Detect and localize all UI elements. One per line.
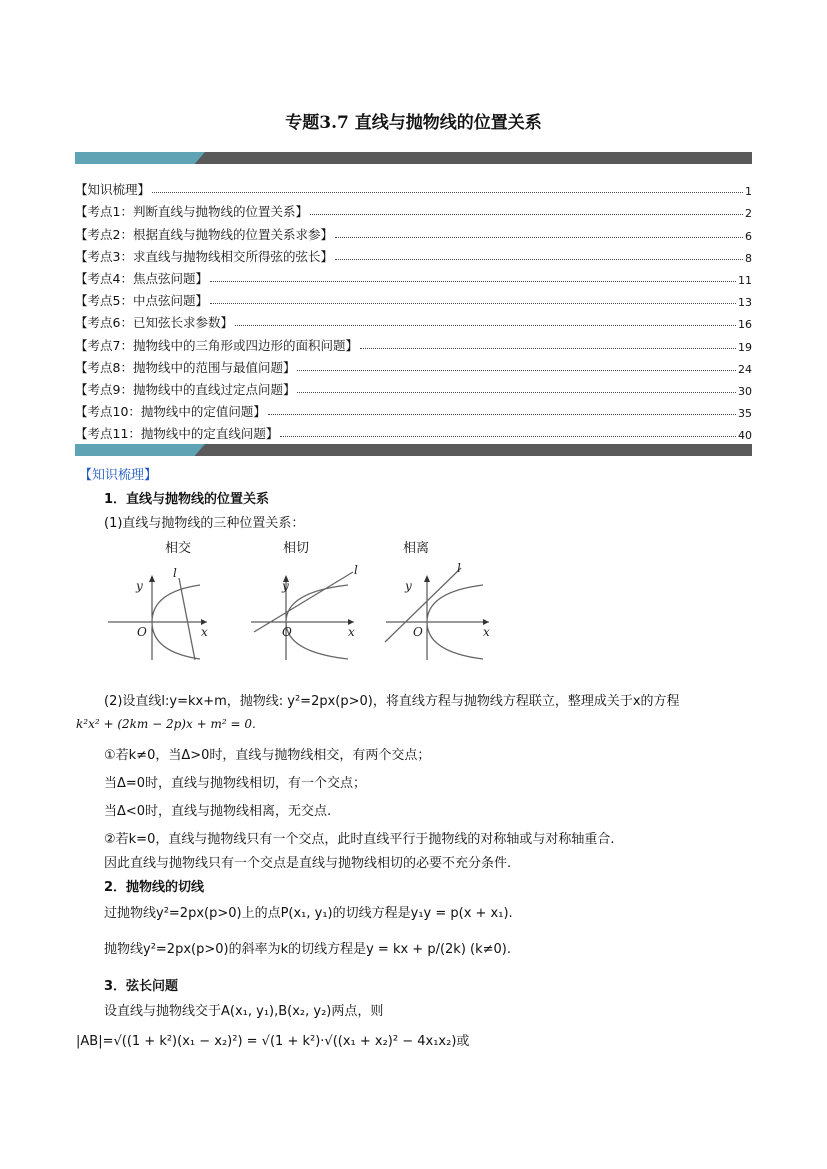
paragraph-4: 当Δ=0时，直线与抛物线相切，有一个交点； [104, 776, 367, 791]
toc-entry-label: 【考点4：焦点弦问题】 [75, 270, 208, 286]
toc-entry-label: 【知识梳理】 [75, 182, 151, 198]
paragraph-8: 过抛物线y²=2px(p>0)上的点P(x₁, y₁)的切线方程是y₁y = p(x + x₁). [104, 906, 513, 921]
figure-intersect [105, 560, 215, 665]
toc-page-number: 40 [738, 429, 752, 443]
toc-leader-dots [235, 325, 736, 326]
paragraph-10: 设直线与抛物线交于A(x₁, y₁),B(x₂, y₂)两点，则 [104, 1004, 384, 1019]
heading-2: 2．抛物线的切线 [104, 880, 205, 895]
figure-label-separate: 相离 [403, 541, 430, 556]
toc-entry[interactable] [75, 398, 752, 420]
toc-leader-dots [297, 392, 736, 393]
toc-entry-label: 【考点9：抛物线中的直线过定点问题】 [75, 381, 296, 397]
toc-page-number: 16 [738, 318, 752, 332]
paragraph-1: (1)直线与抛物线的三种位置关系： [104, 516, 305, 531]
paragraph-9: 抛物线y²=2px(p>0)的斜率为k的切线方程是y = kx + p/(2k) (k≠0). [104, 942, 512, 957]
paragraph-5: 当Δ<0时，直线与抛物线相离，无交点. [104, 804, 332, 819]
toc-leader-dots [268, 414, 736, 415]
toc-entry-label: 【考点5：中点弦问题】 [75, 293, 208, 309]
toc-entry[interactable] [75, 309, 752, 331]
toc-page-number: 1 [745, 185, 752, 199]
toc-page-number: 24 [738, 362, 752, 376]
paragraph-2-equation: k²x² + (2km − 2p)x + m² = 0. [76, 717, 256, 731]
toc-entry-label: 【考点3：求直线与抛物线相交所得弦的弦长】 [75, 248, 333, 264]
toc-page-number: 19 [738, 340, 752, 354]
toc-entry-label: 【考点10：抛物线中的定值问题】 [75, 404, 266, 420]
y-axis-label: y [282, 579, 289, 593]
toc-leader-dots [152, 192, 743, 193]
toc-entry[interactable] [75, 265, 752, 287]
y-axis-label: y [405, 579, 412, 593]
toc-page-number: 35 [738, 407, 752, 421]
section-heading: 【知识梳理】 [79, 468, 158, 483]
toc-entry[interactable] [75, 331, 752, 353]
toc-entry-label: 【考点2：根据直线与抛物线的位置关系求参】 [75, 226, 333, 242]
paragraph-7: 因此直线与抛物线只有一个交点是直线与抛物线相切的必要不充分条件. [104, 856, 512, 871]
toc-page-number: 2 [745, 207, 752, 221]
toc-page-number: 13 [738, 296, 752, 310]
origin-label: O [413, 625, 423, 639]
figure-tangent [248, 560, 363, 665]
toc-entry-label: 【考点1：判断直线与抛物线的位置关系】 [75, 204, 308, 220]
toc-leader-dots [210, 281, 736, 282]
toc-entry[interactable] [75, 287, 752, 309]
toc-entry-label: 【考点7：抛物线中的三角形或四边形的面积问题】 [75, 337, 358, 353]
line-label: l [457, 561, 461, 575]
divider-accent [75, 444, 205, 456]
paragraph-2: (2)设直线l:y=kx+m，抛物线: y²=2px(p>0)，将直线方程与抛物线方程联立，整理成关于x的方程 [104, 694, 680, 709]
toc-divider-bar [75, 444, 752, 456]
toc-leader-dots [210, 303, 736, 304]
table-of-contents [75, 176, 752, 442]
figure-label-intersect: 相交 [165, 541, 192, 556]
toc-leader-dots [335, 259, 743, 260]
toc-entry-label: 【考点11：抛物线中的定直线问题】 [75, 426, 279, 442]
x-axis-label: x [201, 625, 208, 639]
toc-entry[interactable] [75, 198, 752, 220]
toc-page-number: 30 [738, 384, 752, 398]
origin-label: O [282, 625, 292, 639]
heading-3: 3．弦长问题 [104, 979, 179, 994]
page-title: 专题3.7 直线与抛物线的位置关系 [285, 113, 542, 133]
paragraph-6: ②若k=0，直线与抛物线只有一个交点，此时直线平行于抛物线的对称轴或与对称轴重合. [104, 832, 615, 847]
toc-page-number: 8 [745, 251, 752, 265]
paragraph-3: ①若k≠0，当Δ>0时，直线与抛物线相交，有两个交点； [104, 748, 431, 763]
toc-leader-dots [280, 436, 736, 437]
toc-entry-label: 【考点8：抛物线中的范围与最值问题】 [75, 359, 296, 375]
toc-leader-dots [360, 348, 736, 349]
heading-1: 1．直线与抛物线的位置关系 [104, 492, 270, 507]
y-axis-label: y [136, 579, 143, 593]
figure-separate [383, 560, 498, 665]
toc-leader-dots [335, 237, 743, 238]
title-divider-bar [75, 152, 752, 164]
x-axis-label: x [348, 625, 355, 639]
toc-entry[interactable] [75, 243, 752, 265]
toc-page-number: 6 [745, 229, 752, 243]
toc-entry[interactable] [75, 420, 752, 442]
line-label: l [173, 566, 177, 580]
toc-entry[interactable] [75, 354, 752, 376]
origin-label: O [137, 625, 147, 639]
divider-accent [75, 152, 205, 164]
line-label: l [354, 563, 358, 577]
toc-entry-label: 【考点6：已知弦长求参数】 [75, 315, 233, 331]
toc-entry[interactable] [75, 176, 752, 198]
toc-leader-dots [310, 214, 743, 215]
toc-entry[interactable] [75, 220, 752, 242]
figure-label-tangent: 相切 [283, 541, 310, 556]
x-axis-label: x [483, 625, 490, 639]
toc-page-number: 11 [738, 273, 752, 287]
toc-entry[interactable] [75, 376, 752, 398]
toc-leader-dots [297, 370, 736, 371]
paragraph-11: |AB|=√((1 + k²)(x₁ − x₂)²) = √(1 + k²)·√((x₁ + x₂)² − 4x₁x₂)或 [76, 1034, 470, 1049]
